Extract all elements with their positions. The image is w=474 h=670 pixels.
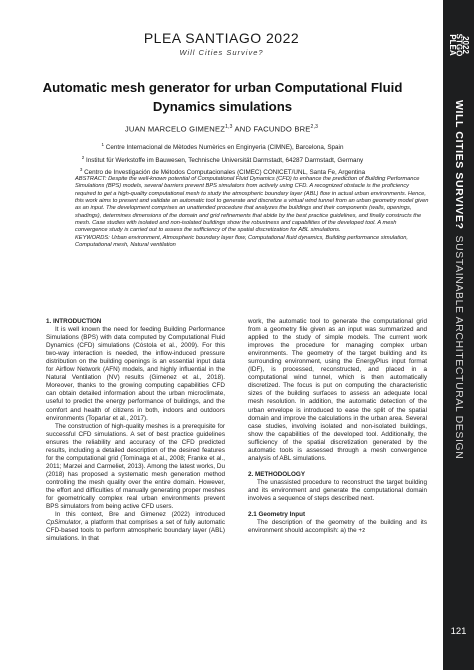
keywords-text: KEYWORDS: Urban environment, Atmospheric boundary layer flow, Computational fluid dynamics, Building performance simulation, Computational mesh, Natural ventilation [75,234,408,249]
logo-line-2: STGO [454,33,464,57]
logo-line-3: 2022 [460,36,470,54]
theme-light-text: SUSTAINABLE ARCHITECTURAL DESIGN [452,235,465,460]
intro-paragraph-3: In this context, Bre and Gimenez (2022) introduced CpSimulator, a platform that comprises a set of fully automatic CFD-based tools to perform atmospheric boundary layer (ABL) simulations. In that [46,511,225,543]
page-number: 121 [450,626,467,637]
paper-title: Automatic mesh generator for urban Computational Fluid Dynamics simulations [42,80,403,114]
affiliation-2: $^2$ Institut für Werkstoffe im Bauwesen, Technische Universität Darmstadt, 64287 Darmstadt, Germany [81,154,364,164]
left-column [46,318,225,543]
methodology-paragraph: The unassisted procedure to reconstruct the target building and its environment and generate the computational domain involves a sequence of steps described next. [248,478,427,502]
intro-paragraph-continued: work, the automatic tool to generate the computational grid from a geometry file given as an input was summarized and applied to the study of simple models. The current work improves the procedure for managing complex urban environments. The geometry of the target building and its surrounding environment, using the EnergyPlus input format (IDF), is processed, reconstructed, and placed in a computational wind tunnel, which is then automatically discretized. The focus is put on computing the characteristic sizes of the building surfaces to assess an adequate local mesh resolution. In addition, the automatic detection of the urban envelope is introduced to ease the split of the spatial domain and improve the calculations in the urban area. Several case studies, involving isolated and non-isolated buildings, show the capabilities of the developed tool. Additionally, the sufficiency of the spatial discretization generated by the automatic tools is assessed through a mesh convergence analysis of ABL simulations. [248,318,427,462]
author-1-affil: 1,3 [225,124,233,130]
sidebar-theme [443,100,474,550]
affiliation-1: $^1$ Centre Internacional de Mètodes Numèrics en Enginyeria (CIMNE), Barcelona, Spain [101,142,344,152]
logo-line-1: PLEA [447,34,457,56]
conference-tagline: Will Cities Survive? [179,48,264,57]
conference-sidebar [443,0,474,670]
conference-title: PLEA SANTIAGO 2022 [143,30,300,46]
author-2-affil: 2,3 [310,124,319,130]
right-column [248,318,427,535]
authors-line [0,124,443,134]
intro-paragraph-1: It is well known the need for feeding Building Performance Simulations (BPS) with data computed by Computational Fluid Dynamics (CFD) simulations (Cóstola et al., 2009). For this two-way interaction is needed, the inflow-induced pressure distribution on the building openings is an essential input data for Airflow Network (AFN) models, and highly influential in the Natural Ventilation (NV) results (Gimenez et al., 2018). Moreover, thanks to the growing computing capabilities CFD can obtain detailed information about the urban microclimate, useful to predict the energy performance of buildings, and the comfort and health of citizens in both, indoors and outdoors environments (Toparlar et al., 2017). [46,326,225,422]
affiliations [40,140,405,178]
author-1: JUAN MARCELO GIMENEZ [124,124,226,134]
intro-paragraph-2: The construction of high-quality meshes is a prerequisite for successful CFD simulations. A set of best practice guidelines ensures the reliability and accuracy of the CFD predicted results, including a detailed description of the desired features for the computational grid (Tominaga et al., 2008; Franke et al., 2011; Marzei and Carmeliet, 2013). Among the latest works, Du (2018) has proposed a systematic mesh generation method controlling the mesh quality over the entire domain. However, the effort and difficulties of manually generating proper meshes for geometrically complex real urban environments prevent BPS simulators from being active CFD users. [46,422,225,511]
abstract-block [75,176,430,249]
plea-logo [446,12,471,78]
author-2: AND FACUNDO BRE [232,124,311,134]
geometry-paragraph: The description of the geometry of the building and its environment should accomplish: a) the +z [248,519,427,535]
theme-bold-text: WILL CITIES SURVIVE? [452,100,465,230]
section-heading-methodology: 2. METHODOLOGY [248,470,306,478]
section-heading-introduction: 1. INTRODUCTION [46,318,102,325]
affiliation-3: $^3$ Centro de Investigación de Métodos Computacionales (CIMEC) CONICET/UNL, Santa Fe, Argentina [79,167,366,177]
subsection-heading-geometry-input: 2.1 Geometry Input [248,511,306,519]
abstract-text: ABSTRACT: Despite the well-known potential of Computational Fluid Dynamics (CFD) to enhance the prediction of Building Performance Simulations (BPS) models, several barriers prevent BPS simulators from actively using CFD. A recognized obstacle is the proficiency required to get a high-quality computational mesh to study the atmospheric boundary layer (ABL) flow in actual urban environments. Hence, this work aims to present and validate an automatic tool to generate and discretize a virtual wind tunnel from an urban geometry model given as an input. The development comprises an unattended procedure that analyzes the buildings and their components (walls, openings, shadings), determines dimensions of the domain and grid refinements that abide by the best practice guidelines, and finally constructs the mesh. Case studies with isolated and non-isolated buildings show the robustness and capabilities of the developed tool. A mesh convergence study is carried out to assess the sufficiency of the spatial discretization for ABL simulations. [75,176,429,234]
